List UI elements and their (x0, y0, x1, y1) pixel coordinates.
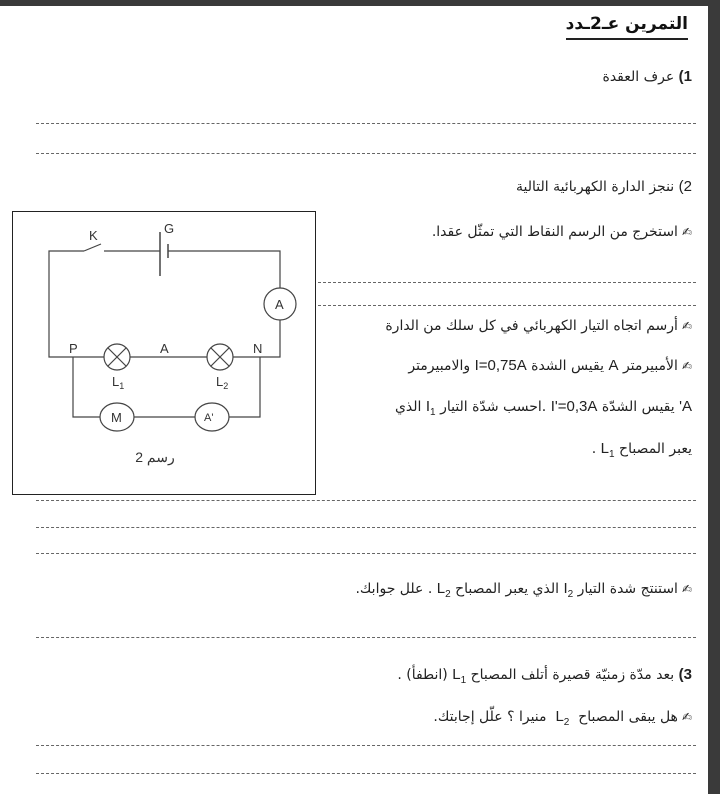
subscript: 1 (609, 449, 615, 460)
subscript: 2 (563, 717, 570, 728)
bullet-text: أرسم اتجاه التيار الكهربائي في كل سلك من الدارة (385, 318, 678, 334)
bullet-text: الأمبيرمتر (622, 358, 678, 374)
bullet-text: استخرج من الرسم النقاط التي تمثّل عقدا. (431, 224, 678, 240)
answer-line[interactable] (36, 637, 696, 638)
subscript: 2 (445, 589, 451, 600)
bullet-text: الذي (394, 399, 422, 415)
bullet-text: استنتج شدة التيار (577, 581, 678, 597)
bullet-text: والامبيرمتر (408, 358, 471, 374)
bullet-text: يعبر المصباح (619, 441, 692, 457)
label-ammeter-a: A (275, 297, 284, 312)
pen-hand-icon: ✍ (681, 319, 692, 333)
bullet-text: الذي يعبر المصباح (455, 581, 560, 597)
answer-line[interactable] (318, 305, 696, 306)
lamp-symbol: L (555, 708, 564, 725)
q2-bullet-6 (355, 580, 692, 600)
ammeter-label: A (608, 357, 619, 374)
pen-hand-icon: ✍ (681, 359, 692, 373)
label-m: M (111, 410, 122, 425)
q2-bullet-5 (592, 440, 692, 460)
question-2 (516, 178, 692, 195)
answer-line[interactable] (36, 773, 696, 774)
label-p: P (69, 341, 78, 356)
lamp-symbol: L (452, 666, 461, 683)
q2-bullet-1 (432, 224, 692, 240)
answer-line[interactable] (36, 153, 696, 154)
q2-text: ننجز الدارة الكهربائية التالية (515, 179, 675, 195)
lamp-symbol: L (436, 580, 446, 597)
bullet-text: . علل جوابك. (355, 581, 433, 597)
question-3 (397, 666, 692, 686)
q3-number: 3) (678, 666, 692, 683)
q2-number: 2) (678, 178, 692, 195)
current-value: I'=0,3A (550, 398, 598, 415)
label-n: N (253, 341, 263, 356)
diagram-caption: رسم 2 (135, 449, 175, 465)
q3-text: (انطفأ) . (397, 667, 448, 683)
current-symbol: I (563, 580, 568, 597)
label-node-a: A (160, 341, 169, 356)
answer-line[interactable] (36, 553, 696, 554)
bullet-text: . (591, 441, 597, 457)
label-g: G (164, 221, 175, 236)
answer-line[interactable] (36, 745, 696, 746)
q3-text: بعد مدّة زمنيّة قصيرة أتلف المصباح (470, 667, 675, 683)
pen-hand-icon: ✍ (681, 582, 692, 596)
exercise-title: التمرين عـ2ـدد (566, 14, 688, 40)
q3-bullet-1 (433, 708, 692, 728)
answer-line[interactable] (36, 123, 696, 124)
label-l2: $L_2$ (216, 374, 229, 391)
ammeter-label: A' (679, 398, 692, 415)
label-l1: $L_1$ (112, 374, 125, 391)
q2-bullet-3 (408, 357, 692, 374)
label-a-prime: A' (204, 412, 214, 424)
bullet-text: منيرا ؟ علّل إجابتك. (433, 709, 547, 725)
subscript: 1 (460, 675, 467, 686)
q2-bullet-2 (385, 318, 692, 334)
answer-line[interactable] (318, 282, 696, 283)
answer-line[interactable] (36, 527, 696, 528)
pen-hand-icon: ✍ (681, 710, 692, 724)
q2-bullet-4 (395, 398, 692, 418)
subscript: 2 (567, 589, 574, 600)
bullet-text: يقيس الشدّة (601, 399, 675, 415)
answer-line[interactable] (36, 500, 696, 501)
bullet-text: .احسب شدّة التيار (440, 399, 547, 415)
lamp-symbol: L (600, 440, 610, 457)
bullet-text: يقيس الشدة (531, 358, 605, 374)
current-symbol: I (425, 398, 431, 415)
question-1 (602, 68, 692, 85)
worksheet-page (0, 6, 708, 794)
subscript: 1 (430, 407, 436, 418)
pen-hand-icon: ✍ (681, 225, 692, 239)
q1-number: 1) (678, 68, 692, 85)
current-value: I=0,75A (474, 357, 527, 374)
circuit-diagram-frame (12, 211, 316, 495)
label-k: K (89, 228, 98, 243)
q1-text: عرف العقدة (602, 69, 675, 85)
bullet-text: هل يبقى المصباح (578, 709, 678, 725)
